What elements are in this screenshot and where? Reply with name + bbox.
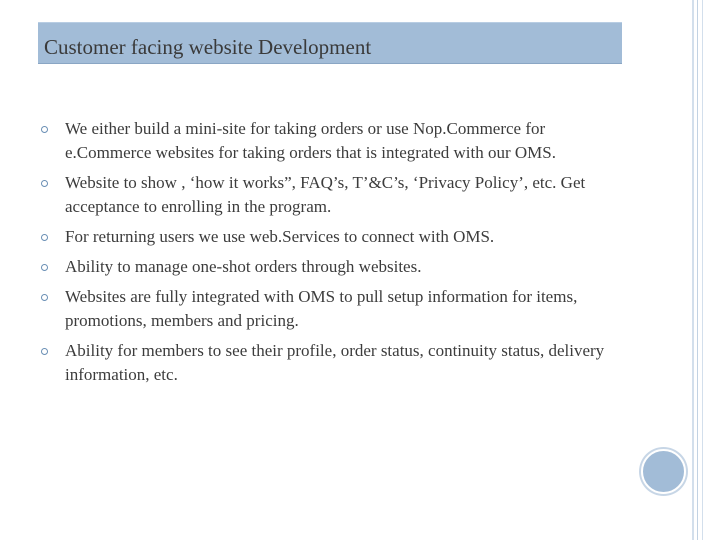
bullet-text: We either build a mini-site for taking orders or use Nop.Commerce for e.Commerce websites for taking orders that is integrated with our OMS. <box>65 119 556 162</box>
bullet-circle-icon <box>41 180 48 187</box>
slide-title: Customer facing website Development <box>44 35 372 59</box>
bullet-item <box>40 255 630 279</box>
bullet-list <box>40 117 630 393</box>
decorative-rail <box>697 0 698 540</box>
bullet-item <box>40 339 630 387</box>
bullet-text: Ability for members to see their profile, order status, continuity status, delivery information, etc. <box>65 341 605 384</box>
bullet-circle-icon <box>41 234 48 241</box>
bullet-text: Website to show , ‘how it works”, FAQ’s, T’&C’s, ‘Privacy Policy’, etc. Get acceptance to enrolling in the program. <box>65 173 586 216</box>
bullet-text: Ability to manage one-shot orders through websites. <box>65 257 422 276</box>
bullet-text: Websites are fully integrated with OMS to pull setup information for items, promotions, members and pricing. <box>65 287 578 330</box>
bullet-circle-icon <box>41 126 48 133</box>
bullet-circle-icon <box>41 264 48 271</box>
bullet-item <box>40 117 630 165</box>
bullet-circle-icon <box>41 294 48 301</box>
title-bar <box>38 22 622 64</box>
bullet-item <box>40 285 630 333</box>
decorative-rail <box>702 0 703 540</box>
bullet-circle-icon <box>41 348 48 355</box>
decorative-circle <box>641 449 686 494</box>
bullet-item <box>40 171 630 219</box>
bullet-text: For returning users we use web.Services to connect with OMS. <box>65 227 495 246</box>
bullet-item <box>40 225 630 249</box>
decorative-rail <box>692 0 694 540</box>
